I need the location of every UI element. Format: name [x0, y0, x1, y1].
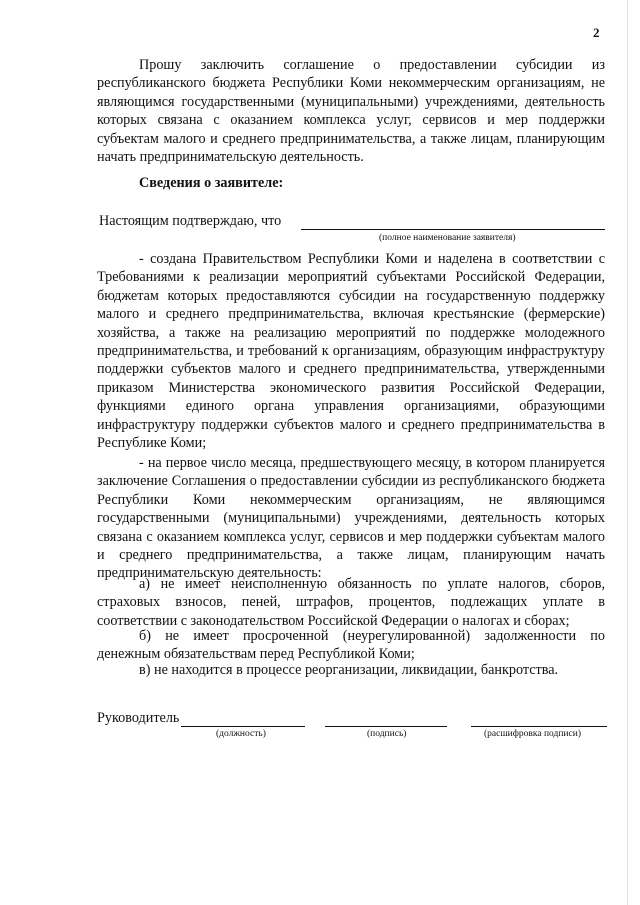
- signature-label: Руководитель: [97, 710, 180, 726]
- applicant-name-caption: (полное наименование заявителя): [379, 233, 516, 243]
- confirm-row: [99, 213, 605, 235]
- decoding-caption: (расшифровка подписи): [484, 729, 581, 739]
- signature-row: [97, 710, 609, 730]
- applicant-name-line: [301, 229, 605, 230]
- request-paragraph: Прошу заключить соглашение о предоставлении субсидии из республиканского бюджета Республики Коми некоммерческим организациям, не являющимся государственными (муниципальными) учреждениями, деятельность которых связана с оказанием комплекса услуг, сервисов и мер поддержки субъектам малого и среднего предпринимательства, а также лицам, планирующим начать предпринимательскую деятельность.: [97, 57, 605, 166]
- sub-item-a: а) не имеет неисполненную обязанность по уплате налогов, сборов, страховых взносов, пеней, штрафов, процентов, подлежащих уплате в соответствии с законодательством Российской Федерации о налогах и сборах;: [97, 576, 605, 629]
- sub-item-b: б) не имеет просроченной (неурегулированной) задолженности по денежным обязательствам перед Республикой Коми;: [97, 628, 605, 663]
- applicant-heading: Сведения о заявителе:: [139, 175, 284, 191]
- item-first-day: - на первое число месяца, предшествующего месяцу, в котором планируется заключение Соглашения о предоставлении субсидии из республиканского бюджета Республики Коми некоммерческим организациям, не являющимся государственными (муниципальными) учреждениями, деятельность которых связана с оказанием комплекса услуг, сервисов и мер поддержки субъектам малого и среднего предпринимательства, а также лицам, планирующим начать предпринимательскую деятельность:: [97, 455, 605, 582]
- position-caption: (должность): [216, 729, 266, 739]
- decoding-line: [471, 726, 607, 727]
- sub-item-c: в) не находится в процессе реорганизации, ликвидации, банкротства.: [139, 662, 559, 678]
- item-created: - создана Правительством Республики Коми и наделена в соответствии с Требованиями к реализации мероприятий субъектами Российской Федерации, бюджетам которых предоставляются субсидии на государственную поддержку малого и среднего предпринимательства, включая крестьянские (фермерские) хозяйства, а также на реализацию мероприятий по поддержке молодежного предпринимательства, и требований к организациям, образующим инфраструктуру поддержки субъектов малого и среднего предпринимательства, утвержденными приказом Министерства экономического развития Российской Федерации, функциями единого органа управления организациями, образующими инфраструктуру поддержки субъектов малого и среднего предпринимательства в Республике Коми;: [97, 251, 605, 452]
- signature-caption: (подпись): [367, 729, 407, 739]
- confirm-label: Настоящим подтверждаю, что: [99, 213, 282, 229]
- page-number: 2: [593, 25, 600, 40]
- signature-line: [325, 726, 447, 727]
- position-line: [181, 726, 305, 727]
- scan-edge-line: [627, 0, 628, 905]
